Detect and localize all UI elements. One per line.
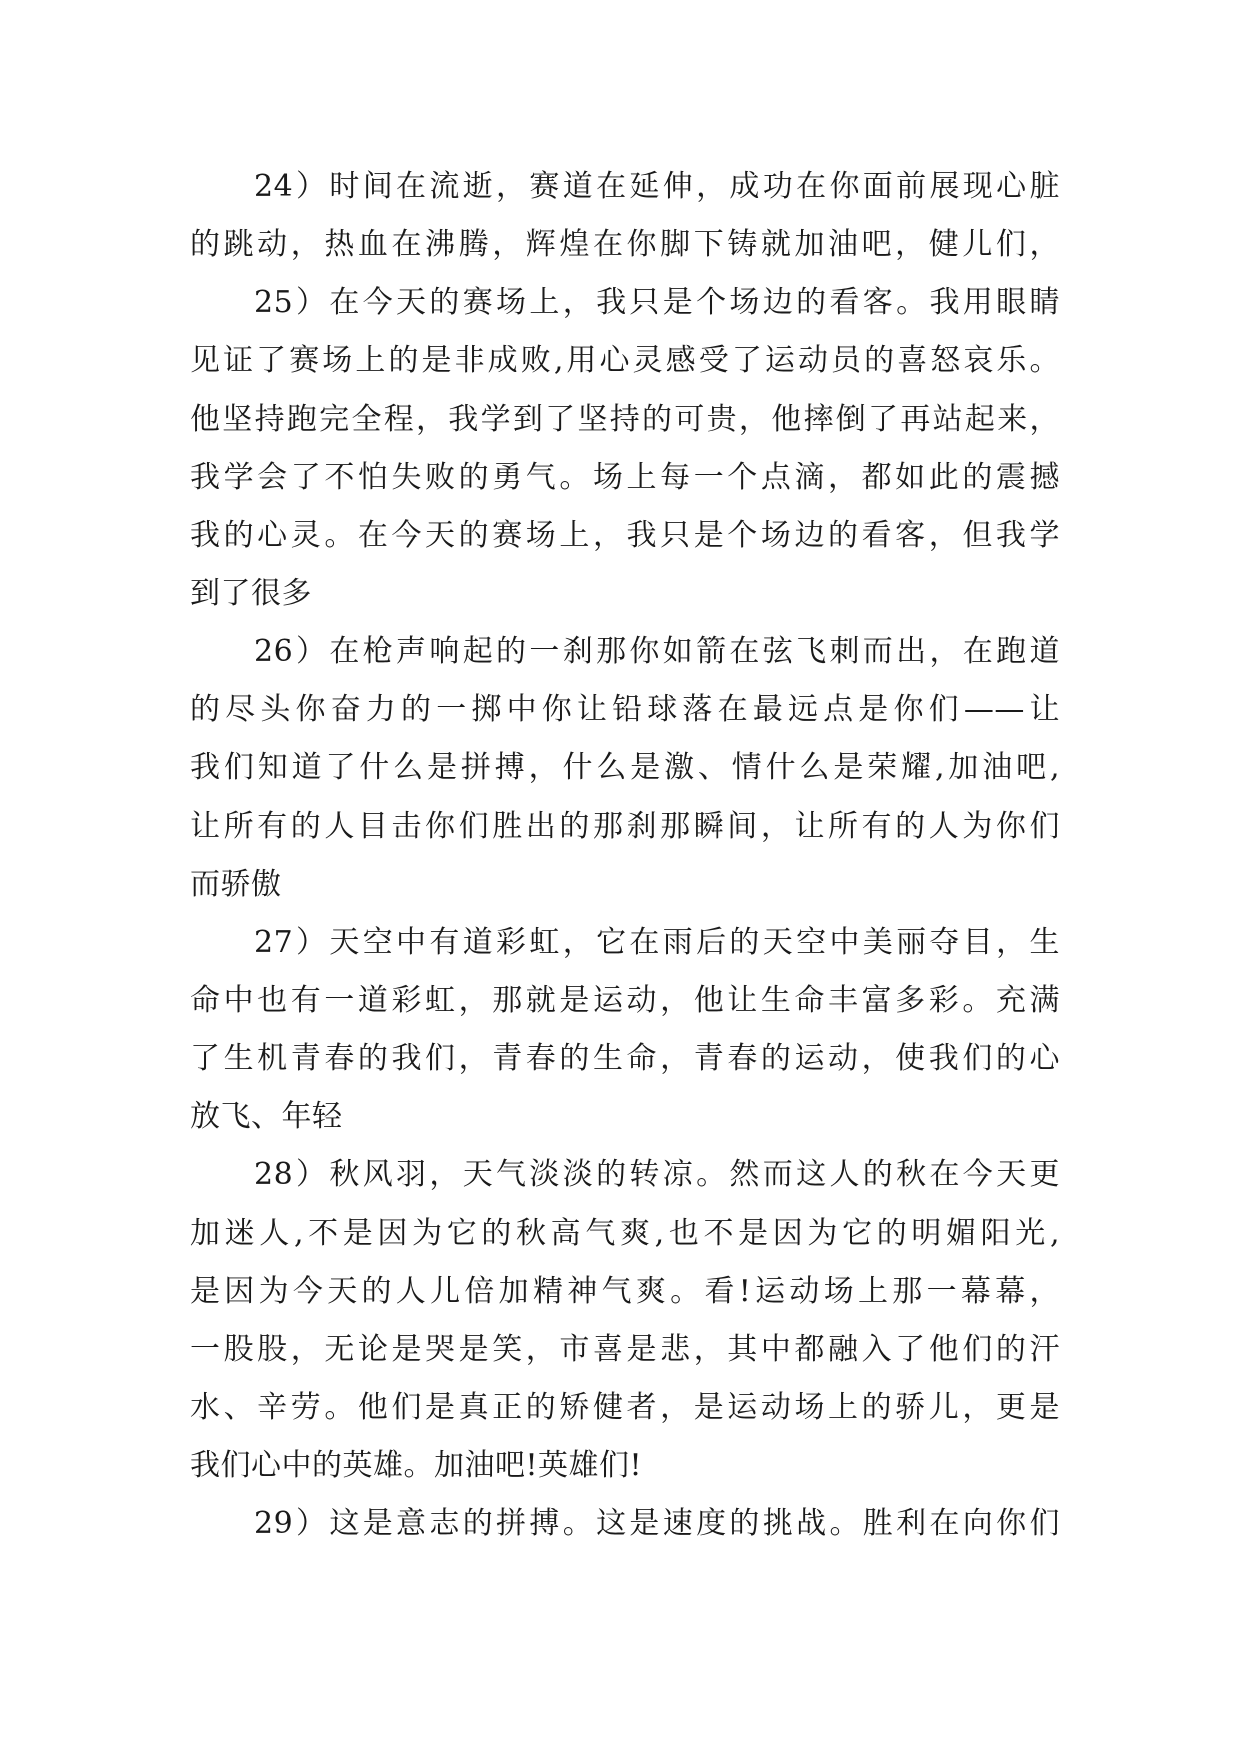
text-line-24: 29）这是意志的拼搏。这是速度的挑战。胜利在向你们 xyxy=(254,1506,1060,1542)
text-line-11: 我们知道了什么是拼搏，什么是激、情什么是荣耀,加油吧, xyxy=(190,750,1060,786)
text-line-1: 24）时间在流逝，赛道在延伸，成功在你面前展现心脏 xyxy=(254,169,1060,204)
body-text xyxy=(190,158,1060,1553)
text-line-16: 了生机青春的我们，青春的生命，青春的运动，使我们的心 xyxy=(190,1041,1060,1077)
text-line-20: 是因为今天的人儿倍加精神气爽。看!运动场上那一幕幕， xyxy=(190,1273,1060,1309)
text-line-17: 放飞、年轻 xyxy=(190,1099,343,1135)
text-line-10: 的尽头你奋力的一掷中你让铅球落在最远点是你们——让 xyxy=(190,692,1060,728)
text-line-9: 26）在枪声响起的一刹那你如箭在弦飞刺而出，在跑道 xyxy=(254,634,1060,670)
text-line-15: 命中也有一道彩虹，那就是运动，他让生命丰富多彩。充满 xyxy=(190,982,1060,1018)
text-line-14: 27）天空中有道彩虹，它在雨后的天空中美丽夺目，生 xyxy=(254,924,1060,960)
text-line-8: 到了很多 xyxy=(190,575,312,611)
text-line-7: 我的心灵。在今天的赛场上，我只是个场边的看客，但我学 xyxy=(190,517,1060,553)
text-line-12: 让所有的人目击你们胜出的那刹那瞬间，让所有的人为你们 xyxy=(190,808,1060,844)
text-line-19: 加迷人,不是因为它的秋高气爽,也不是因为它的明媚阳光, xyxy=(190,1215,1060,1251)
text-line-2: 的跳动，热血在沸腾，辉煌在你脚下铸就加油吧，健儿们， xyxy=(190,227,1060,263)
text-line-13: 而骄傲 xyxy=(190,866,282,902)
text-line-21: 一股股，无论是哭是笑，市喜是悲，其中都融入了他们的汗 xyxy=(190,1331,1060,1367)
text-line-5: 他坚持跑完全程，我学到了坚持的可贵，他摔倒了再站起来， xyxy=(190,401,1060,437)
text-line-18: 28）秋风羽，天气淡淡的转凉。然而这人的秋在今天更 xyxy=(254,1157,1060,1193)
text-line-6: 我学会了不怕失败的勇气。场上每一个点滴，都如此的震撼 xyxy=(190,459,1060,495)
text-line-23: 我们心中的英雄。加油吧!英雄们! xyxy=(190,1448,643,1484)
text-line-3: 25）在今天的赛场上，我只是个场边的看客。我用眼睛 xyxy=(254,285,1060,321)
text-line-4: 见证了赛场上的是非成败,用心灵感受了运动员的喜怒哀乐。 xyxy=(190,343,1060,379)
text-line-22: 水、辛劳。他们是真正的矫健者，是运动场上的骄儿，更是 xyxy=(190,1389,1060,1425)
